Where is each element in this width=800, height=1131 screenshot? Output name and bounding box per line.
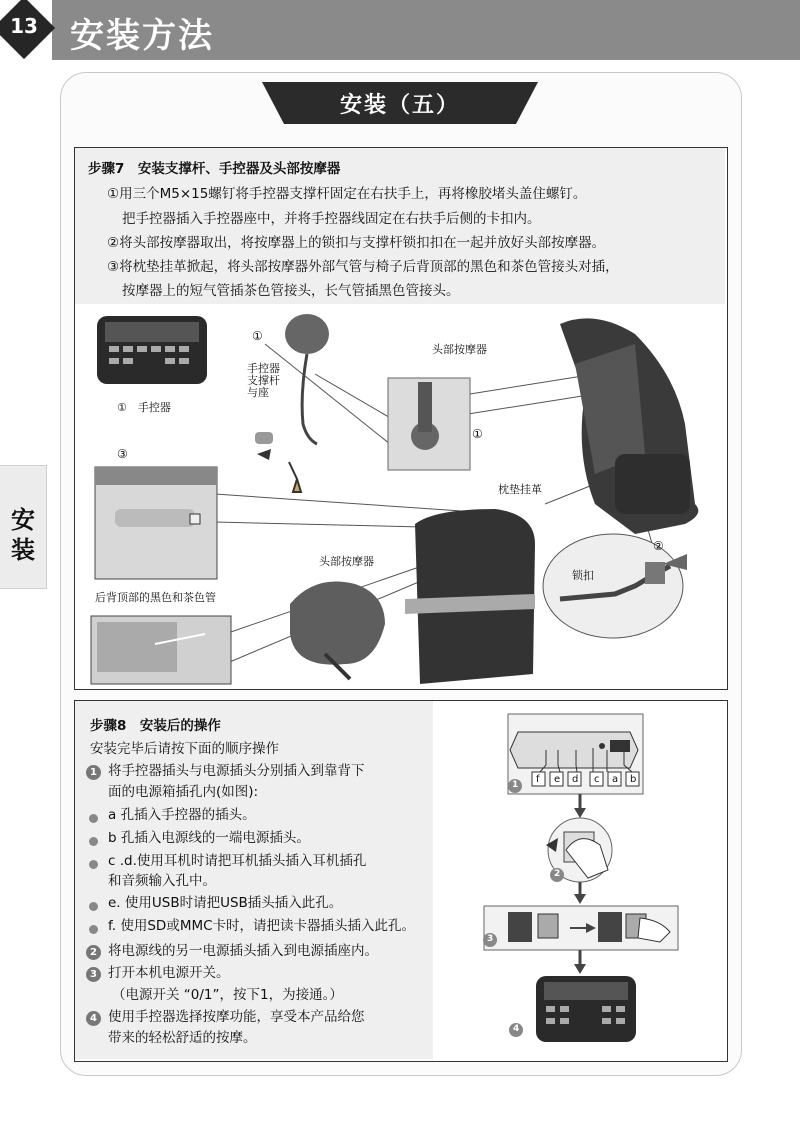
fig-number-4: 4 [513, 1024, 520, 1034]
head-massager-label-top: 头部按摩器 [432, 343, 487, 356]
step8-intro: 安装完毕后请按下面的顺序操作 [90, 741, 279, 757]
step8-item1-line: 面的电源箱插孔内(如图): [108, 784, 259, 800]
page-number: 13 [10, 14, 38, 38]
step8-item2: 将电源线的另一电源插头插入到电源插座内。 [108, 943, 378, 959]
step-marker-number: 2 [86, 945, 101, 960]
step8-illustration [480, 710, 680, 1050]
bullet-dot [89, 896, 98, 915]
port-letter-f: f [536, 774, 540, 785]
head-massager-label-bottom: 头部按摩器 [319, 555, 374, 568]
bullet-dot [89, 919, 98, 938]
port-letter-d: d [572, 774, 579, 785]
step7-illustration [75, 304, 725, 688]
marker-circle-2: ② [653, 539, 664, 553]
pipes-label: 后背顶部的黑色和茶色管 [95, 591, 216, 604]
step7-line: ②将头部按摩器取出，将按摩器上的锁扣与支撑杆锁扣扣在一起并放好头部按摩器。 [107, 235, 606, 251]
step8-bullet: a 孔插入手控器的插头。 [108, 807, 256, 823]
step-marker-1 [86, 760, 101, 780]
section-title: 安装（五） [339, 93, 460, 118]
port-letter-c: c [594, 774, 600, 785]
step8-title: 步骤8 安装后的操作 [90, 718, 221, 734]
marker-circle-1: ① [252, 329, 263, 343]
side-tab-label: 安装 [11, 506, 35, 564]
step-marker-3 [86, 962, 101, 982]
step7-line: 按摩器上的短气管插茶色管接头，长气管插黑色管接头。 [122, 283, 460, 299]
fig-number-3: 3 [487, 934, 494, 944]
support-label-line: 与座 [247, 386, 269, 399]
step-marker-number: 4 [86, 1011, 101, 1026]
step7-line: 把手控器插入手控器座中，并将手控器线固定在右扶手后侧的卡扣内。 [122, 211, 541, 227]
step8-bullet-cont: 和音频输入孔中。 [108, 873, 216, 889]
step8-item4-line: 带来的轻松舒适的按摩。 [108, 1030, 257, 1046]
support-label-line: 支撑杆 [247, 374, 280, 387]
step-marker-number: 1 [86, 765, 101, 780]
port-letter-e: e [554, 774, 561, 785]
pillow-label: 枕垫挂革 [498, 483, 542, 496]
page-title: 安装方法 [70, 16, 214, 56]
bullet-dot [89, 808, 98, 827]
step8-bullet: e. 使用USB时请把USB插头插入此孔。 [108, 895, 343, 911]
step8-item3: 打开本机电源开关。 [108, 965, 230, 981]
support-label-line: 手控器 [247, 362, 280, 375]
step-marker-2 [86, 940, 101, 960]
bullet-dot [89, 831, 98, 850]
step8-bullet: f. 使用SD或MMC卡时，请把读卡器插头插入此孔。 [108, 918, 416, 934]
support-label [247, 363, 280, 399]
step-marker-4 [86, 1006, 101, 1026]
marker-circle-1b: ① [472, 427, 483, 441]
marker-circle-3: ③ [117, 447, 128, 461]
buckle-label: 锁扣 [572, 569, 594, 582]
step7-line: ③将枕垫挂革掀起，将头部按摩器外部气管与椅子后背顶部的黑色和茶色管接头对插， [107, 259, 619, 275]
port-letter-a: a [612, 774, 619, 785]
controller-label: ① 手控器 [117, 401, 171, 414]
step7-title: 步骤7 安装支撑杆、手控器及头部按摩器 [88, 161, 341, 177]
bullet-dot [89, 854, 98, 873]
step7-line: ①用三个M5×15螺钉将手控器支撑杆固定在右扶手上，再将橡胶堵头盖住螺钉。 [107, 186, 587, 202]
port-letter-b: b [630, 774, 637, 785]
fig-number-2: 2 [554, 869, 561, 879]
step8-bullet: c .d.使用耳机时请把耳机插头插入耳机插孔 [108, 853, 367, 869]
step-marker-number: 3 [86, 967, 101, 982]
step8-bullet: b 孔插入电源线的一端电源插头。 [108, 830, 310, 846]
fig-number-1: 1 [512, 780, 519, 790]
step8-item1-line: 将手控器插头与电源插头分别插入到靠背下 [108, 763, 365, 779]
step8-item4-line: 使用手控器选择按摩功能，享受本产品给您 [108, 1009, 365, 1025]
step8-item3-note: （电源开关 “0/1”，按下1，为接通。） [112, 987, 343, 1003]
